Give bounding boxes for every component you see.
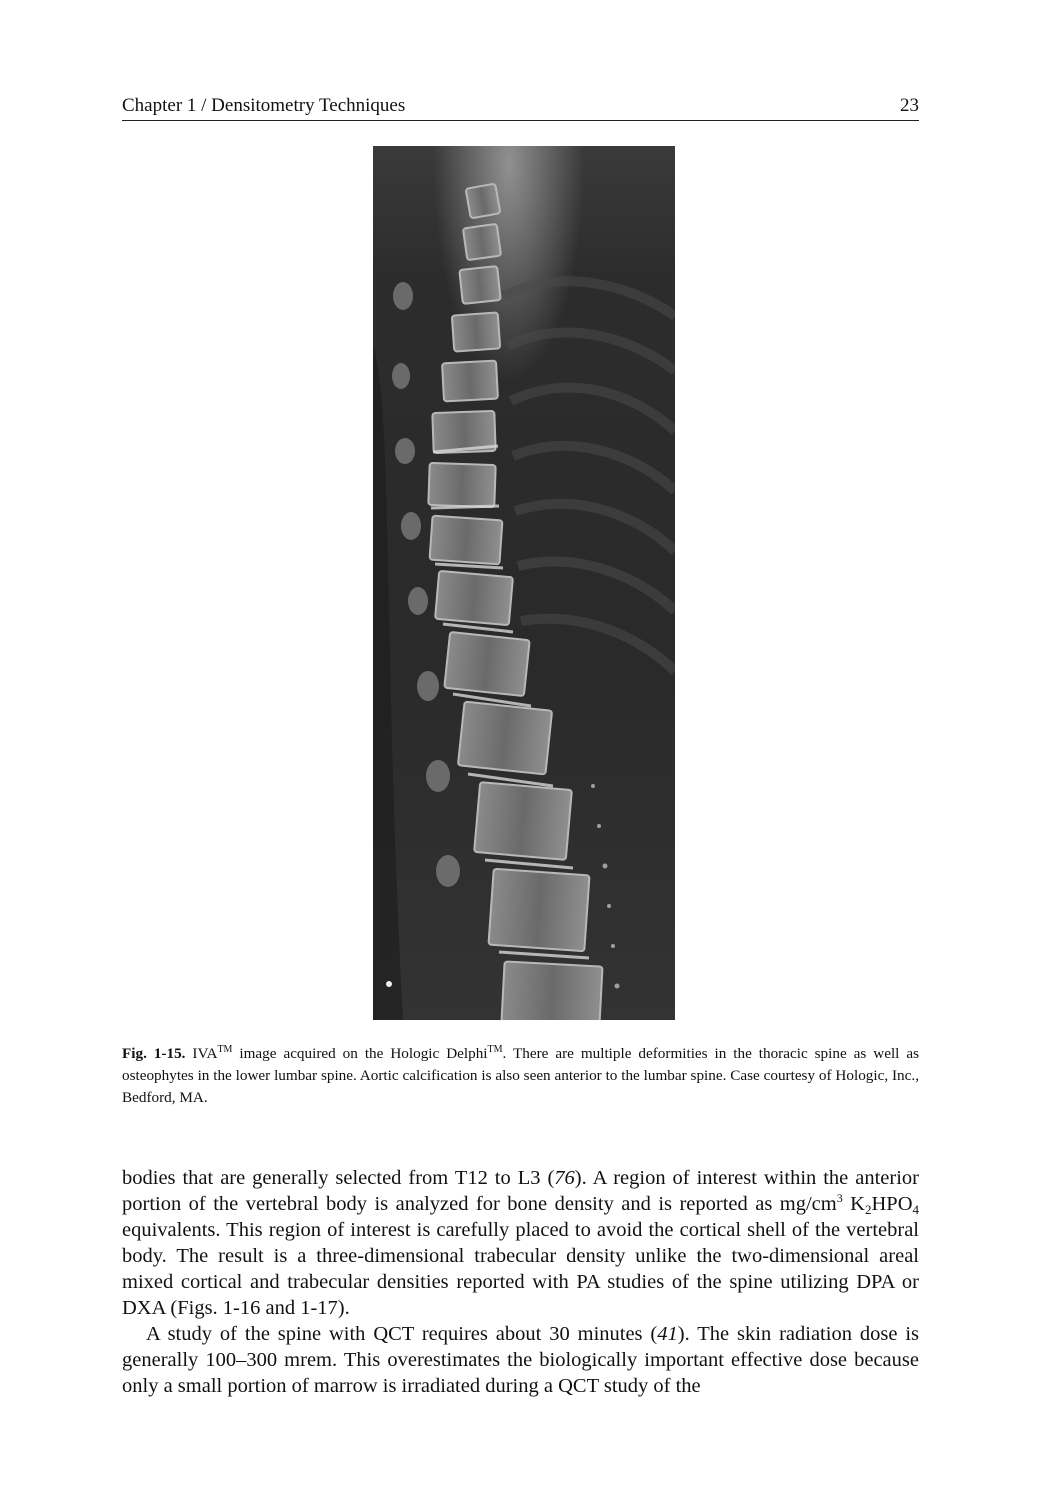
figure-label: Fig. 1-15. (122, 1045, 186, 1062)
text-run: HPO (871, 1193, 913, 1215)
text-run: ). The skin radiation dose is generally 100–300 mrem. This overestimates the biologically important effective dose because only a small portion of marrow is irradiated during a QCT study of the (122, 1323, 919, 1397)
trademark-mark: TM (217, 1044, 233, 1055)
figure-caption (122, 1043, 919, 1109)
superscript: 3 (836, 1191, 843, 1205)
running-head (122, 94, 919, 121)
spine-radiograph-figure (373, 146, 675, 1020)
text-run: A study of the spine with QCT requires about 30 minutes ( (146, 1323, 658, 1345)
paragraph-1 (122, 1165, 919, 1321)
caption-text-2: image acquired on the Hologic Delphi (232, 1045, 488, 1062)
paragraph-2 (122, 1321, 919, 1399)
subscript: 4 (912, 1202, 920, 1217)
body-text (122, 1165, 919, 1399)
text-run: ). A region of interest within the anterior portion of the vertebral body is analyzed for bone density and is reported as mg/cm (122, 1167, 919, 1215)
page-number: 23 (900, 95, 919, 116)
text-run: bodies that are generally selected from T12 to L3 ( (122, 1167, 555, 1189)
trademark-mark: TM (487, 1044, 503, 1055)
text-run: K (842, 1193, 865, 1215)
reference-76: 76 (554, 1167, 575, 1189)
caption-text-1: IVA (185, 1045, 218, 1062)
caption-text-3: . There are multiple deformities in the thoracic spine as well as osteophytes in the lower lumbar spine. Aortic calcification is also seen anterior to the lumbar spine. Case courtesy of Hologic, Inc., Bedford, MA. (122, 1045, 919, 1106)
text-run: equivalents. This region of interest is carefully placed to avoid the cortical shell of the vertebral body. The result is a three-dimensional trabecular density unlike the two-dimensional areal mixed cortical and trabecular densities reported with PA studies of the spine utilizing DPA or DXA (Figs. 1-16 and 1-17). (122, 1219, 919, 1319)
subscript: 2 (865, 1202, 872, 1217)
reference-41: 41 (657, 1323, 678, 1345)
spine-radiograph-image (373, 146, 675, 1020)
chapter-title: Chapter 1 / Densitometry Techniques (122, 95, 406, 116)
